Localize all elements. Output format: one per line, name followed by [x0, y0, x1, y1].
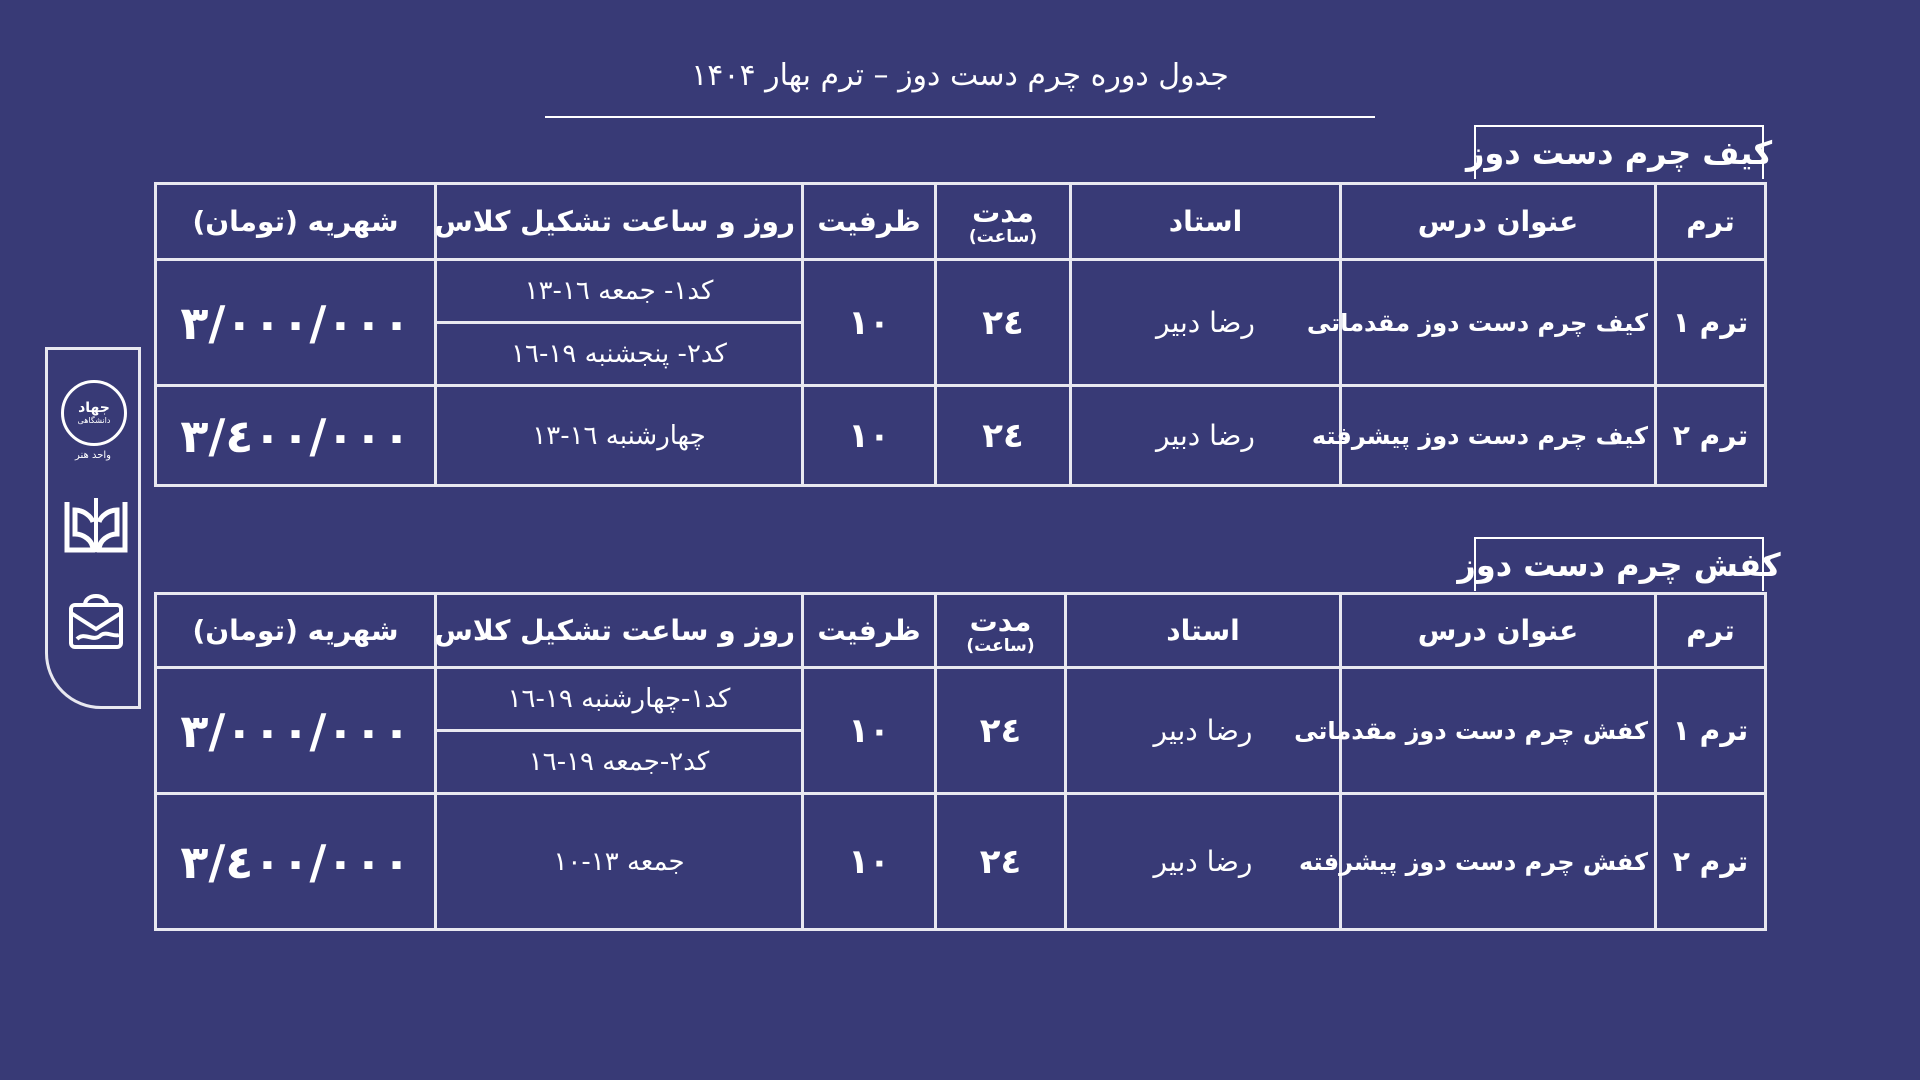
section-label-bag: کیف چرم دست دوز	[1474, 125, 1764, 179]
price-cell: ۳/۰۰۰/۰۰۰	[156, 668, 436, 794]
course-title-cell: کفش چرم دست دوز پیشرفته	[1341, 794, 1656, 930]
price-cell: ۳/٤۰۰/۰۰۰	[156, 386, 436, 486]
schedule-cell: جمعه ۱۳-۱۰	[436, 794, 803, 930]
duration-cell: ۲٤	[936, 668, 1066, 794]
header-schedule: روز و ساعت تشکیل کلاس	[436, 594, 803, 668]
teacher-cell: رضا دبیر	[1066, 668, 1341, 794]
schedule-cell: کد۲- پنجشنبه ۱۹-۱٦	[436, 323, 803, 386]
handmade-bag-icon	[61, 585, 131, 655]
header-price: شهریه (تومان)	[156, 594, 436, 668]
duration-cell: ۲٤	[936, 794, 1066, 930]
book-logo-icon	[61, 490, 131, 560]
bag-course-table	[154, 182, 1767, 487]
table-row	[156, 794, 1766, 930]
table-header-row	[156, 184, 1766, 260]
capacity-cell: ۱۰	[803, 794, 936, 930]
course-title-cell: کیف چرم دست دوز مقدماتی	[1341, 260, 1656, 386]
teacher-cell: رضا دبیر	[1066, 794, 1341, 930]
header-teacher: استاد	[1071, 184, 1341, 260]
header-duration: مدت (ساعت)	[936, 594, 1066, 668]
header-capacity: ظرفیت	[803, 184, 936, 260]
price-cell: ۳/۰۰۰/۰۰۰	[156, 260, 436, 386]
header-term: ترم	[1656, 594, 1766, 668]
section-label-shoe: کفش چرم دست دوز	[1474, 537, 1764, 591]
header-term: ترم	[1656, 184, 1766, 260]
header-teacher: استاد	[1066, 594, 1341, 668]
duration-cell: ۲٤	[936, 260, 1071, 386]
table-row	[156, 386, 1766, 486]
schedule-cell: کد۱-چهارشنبه ۱۹-۱٦	[436, 668, 803, 731]
capacity-cell: ۱۰	[803, 260, 936, 386]
term-cell: ترم ۱	[1656, 668, 1766, 794]
header-price: شهریه (تومان)	[156, 184, 436, 260]
schedule-cell: کد۲-جمعه ۱۹-۱٦	[436, 731, 803, 794]
header-schedule: روز و ساعت تشکیل کلاس	[436, 184, 803, 260]
table-header-row	[156, 594, 1766, 668]
logo-caption: واحد هنر	[74, 450, 112, 461]
title-divider	[545, 116, 1375, 118]
header-capacity: ظرفیت	[803, 594, 936, 668]
term-cell: ترم ۱	[1656, 260, 1766, 386]
course-title-cell: کفش چرم دست دوز مقدماتی	[1341, 668, 1656, 794]
capacity-cell: ۱۰	[803, 386, 936, 486]
capacity-cell: ۱۰	[803, 668, 936, 794]
teacher-cell: رضا دبیر	[1071, 386, 1341, 486]
duration-cell: ۲٤	[936, 386, 1071, 486]
table-row	[156, 668, 1766, 731]
header-title: عنوان درس	[1341, 594, 1656, 668]
jahad-seal-logo: جهاد دانشگاهی	[61, 380, 127, 446]
term-cell: ترم ۲	[1656, 794, 1766, 930]
price-cell: ۳/٤۰۰/۰۰۰	[156, 794, 436, 930]
course-title-cell: کیف چرم دست دوز پیشرفته	[1341, 386, 1656, 486]
term-cell: ترم ۲	[1656, 386, 1766, 486]
logo-panel	[45, 347, 141, 709]
page-title: جدول دوره چرم دست دوز – ترم بهار ۱۴۰۴	[691, 58, 1229, 93]
schedule-cell: کد۱- جمعه ۱٦-۱۳	[436, 260, 803, 323]
header-duration: مدت (ساعت)	[936, 184, 1071, 260]
shoe-course-table	[154, 592, 1767, 931]
header-title: عنوان درس	[1341, 184, 1656, 260]
table-row	[156, 260, 1766, 323]
teacher-cell: رضا دبیر	[1071, 260, 1341, 386]
schedule-cell: چهارشنبه ۱٦-۱۳	[436, 386, 803, 486]
